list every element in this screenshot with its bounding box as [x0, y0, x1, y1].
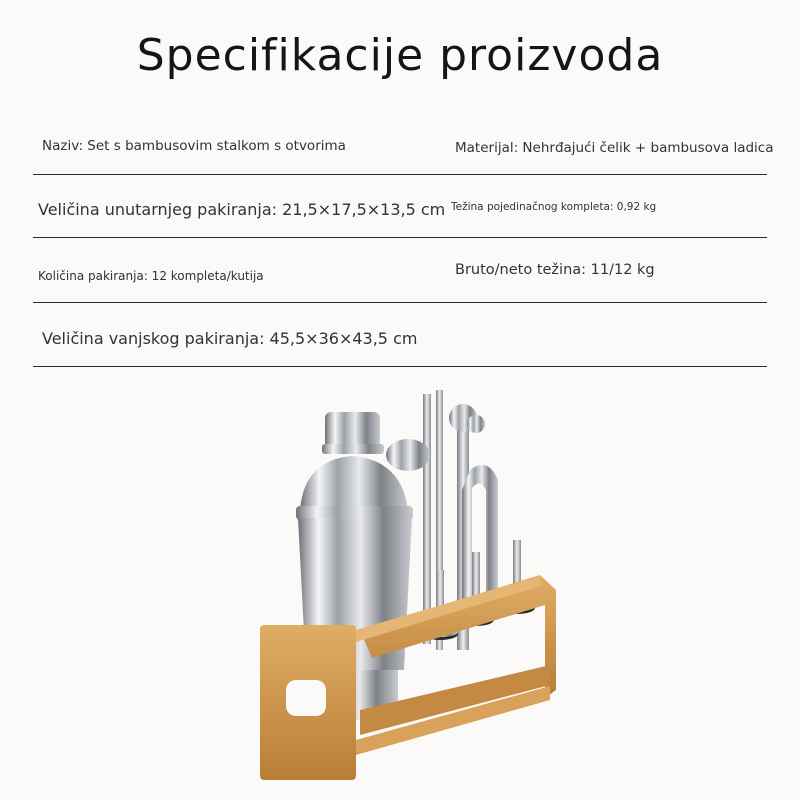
page-title: Specifikacije proizvoda	[136, 30, 664, 81]
strainer	[386, 439, 430, 471]
spec-name: Naziv: Set s bambusovim stalkom s otvorima	[42, 138, 346, 154]
product-photo	[240, 380, 570, 790]
spec-row	[33, 303, 767, 367]
spec-package-quantity: Količina pakiranja: 12 kompleta/kutija	[38, 269, 264, 283]
spec-row	[33, 116, 774, 175]
spec-gross-net-weight: Bruto/neto težina: 11/12 kg	[455, 262, 655, 278]
spec-row	[33, 175, 767, 238]
spec-inner-package-size: Veličina unutarnjeg pakiranja: 21,5×17,5×13,5 cm	[38, 200, 446, 219]
spec-outer-package-size: Veličina vanjskog pakiranja: 45,5×36×43,5 cm	[42, 329, 418, 348]
spec-table	[33, 116, 774, 367]
spec-material: Materijal: Nehrđajući čelik + bambusova ladica	[455, 140, 774, 156]
spec-single-set-weight: Težina pojedinačnog kompleta: 0,92 kg	[451, 201, 657, 213]
spec-row	[33, 238, 767, 303]
